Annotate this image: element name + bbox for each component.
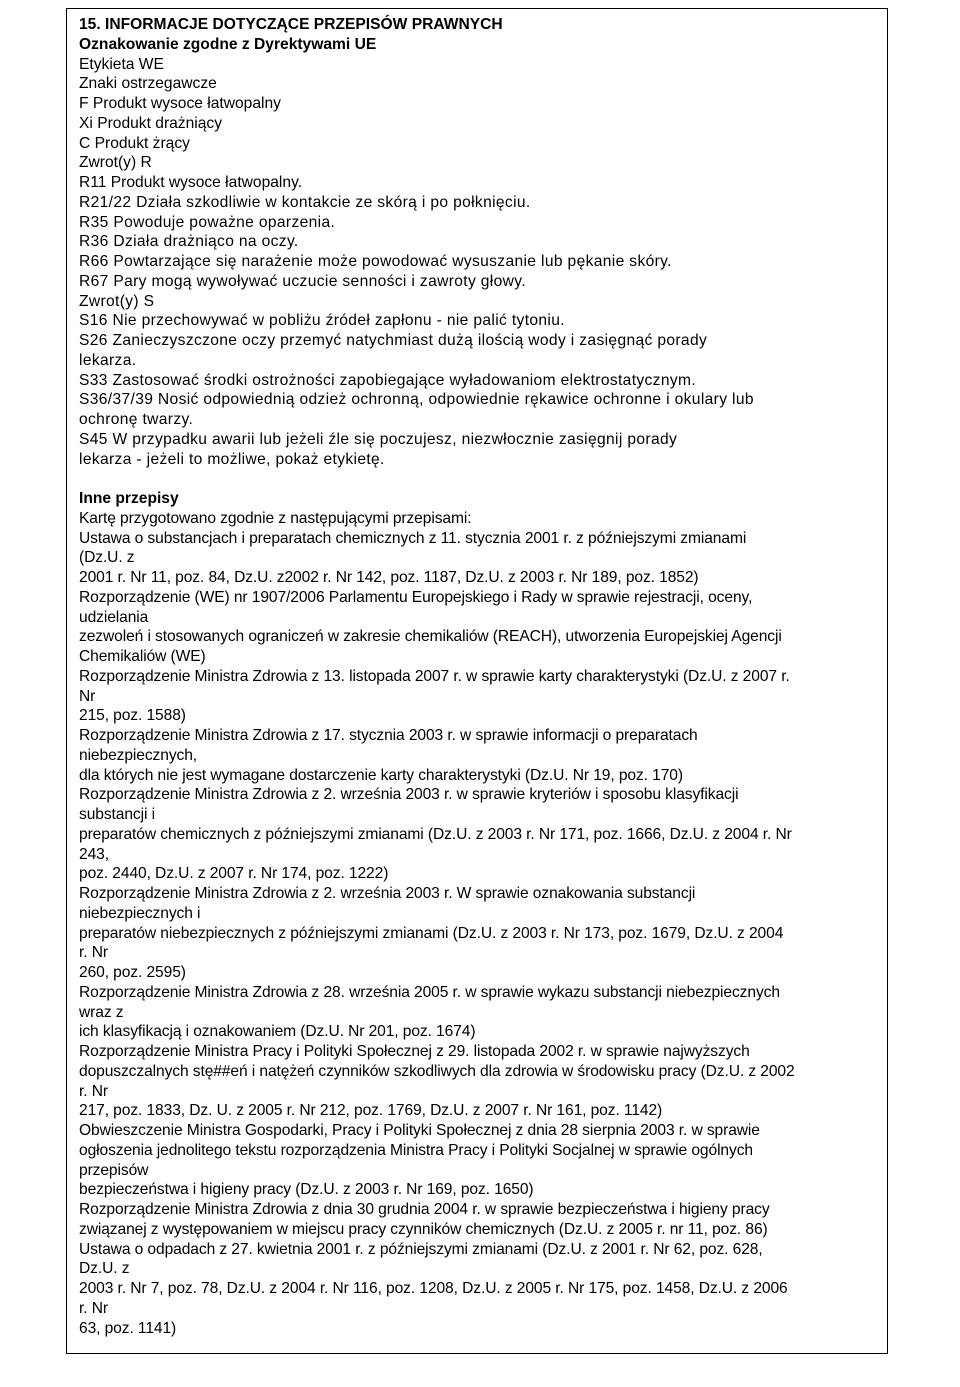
hazard-symbol-f: F Produkt wysoce łatwopalny [79,95,281,112]
label-title: Etykieta WE [79,55,164,73]
regulation-line: preparatów chemicznych z późniejszymi zmianami (Dz.U. z 2003 r. Nr 171, poz. 1666, Dz.U. z 2004 r. Nr [79,825,792,843]
regulation-line: preparatów niebezpiecznych z późniejszymi zmianami (Dz.U. z 2003 r. Nr 173, poz. 1679, Dz.U. z 2004 [79,924,784,942]
regulation-line: Kartę przygotowano zgodnie z następującymi przepisami: [79,509,472,527]
s-phrase: S16 Nie przechowywać w pobliżu źródeł zapłonu - nie palić tytoniu. [79,312,565,330]
regulation-line: niebezpiecznych, [79,746,198,764]
regulation-line: ich klasyfikacją i oznakowaniem (Dz.U. Nr 201, poz. 1674) [79,1023,476,1041]
regulation-line: Rozporządzenie Ministra Zdrowia z 2. września 2003 r. w sprawie kryteriów i sposobu klasyfikacji [79,786,739,804]
r-phrase: R67 Pary mogą wywoływać uczucie senności i zawroty głowy. [79,272,526,290]
section-heading: 15. INFORMACJE DOTYCZĄCE PRZEPISÓW PRAWNYCH [79,16,503,33]
s-phrase: lekarza - jeżeli to możliwe, pokaż etykietę. [79,450,385,468]
s-phrase: S26 Zanieczyszczone oczy przemyć natychmiast dużą ilością wody i zasięgnąć porady [79,332,708,349]
section-subheading: Oznakowanie zgodne z Dyrektywami UE [79,35,377,53]
spacer [79,469,887,489]
regulation-line: r. Nr [79,1082,108,1100]
regulation-line: 2001 r. Nr 11, poz. 84, Dz.U. z2002 r. Nr 142, poz. 1187, Dz.U. z 2003 r. Nr 189, poz. 1852) [79,569,699,586]
hazard-symbols-title: Znaki ostrzegawcze [79,75,217,93]
regulation-line: 217, poz. 1833, Dz. U. z 2005 r. Nr 212, poz. 1769, Dz.U. z 2007 r. Nr 161, poz. 1142) [79,1102,663,1120]
regulation-line: Rozporządzenie Ministra Zdrowia z 13. listopada 2007 r. w sprawie karty charakterystyki (Dz.U. z 2007 r. [79,667,790,685]
regulation-line: udzielania [79,608,149,626]
s-phrase: S45 W przypadku awarii lub jeżeli źle się poczujesz, niezwłocznie zasięgnij porady [79,430,678,448]
regulation-line: Chemikaliów (WE) [79,648,206,665]
regulation-line: związanej z występowaniem w miejscu pracy czynników chemicznych (Dz.U. z 2005 r. nr 11, poz. 86) [79,1220,768,1238]
regulation-line: 2003 r. Nr 7, poz. 78, Dz.U. z 2004 r. Nr 116, poz. 1208, Dz.U. z 2005 r. Nr 175, poz. 1458, Dz.U. z 2006 [79,1280,788,1297]
s-phrase: S36/37/39 Nosić odpowiednią odzież ochronną, odpowiednie rękawice ochronne i okulary lub [79,391,754,409]
regulation-line: 260, poz. 2595) [79,964,186,981]
regulation-line: 215, poz. 1588) [79,707,186,725]
regulation-line: ogłoszenia jednolitego tekstu rozporządzenia Ministra Pracy i Polityki Socjalnej w sprawie ogólnych [79,1141,753,1159]
regulation-line: Rozporządzenie (WE) nr 1907/2006 Parlamentu Europejskiego i Rady w sprawie rejestracji, oceny, [79,588,753,606]
regulation-line: Nr [79,687,96,705]
regulation-line: 63, poz. 1141) [79,1319,177,1337]
r-phrase: R35 Powoduje poważne oparzenia. [79,213,336,231]
r-phrase: R11 Produkt wysoce łatwopalny. [79,174,303,191]
regulation-line: poz. 2440, Dz.U. z 2007 r. Nr 174, poz. 1222) [79,865,389,883]
s-phrase: lekarza. [79,351,137,369]
regulation-line: Ustawa o odpadach z 27. kwietnia 2001 r. z późniejszymi zmianami (Dz.U. z 2001 r. Nr 62, poz. 628, [79,1240,763,1258]
regulation-line: Rozporządzenie Ministra Zdrowia z 2. września 2003 r. W sprawie oznakowania substancji [79,885,696,902]
regulation-line: Rozporządzenie Ministra Pracy i Polityki Społecznej z 29. listopada 2002 r. w sprawie najwyższych [79,1043,750,1060]
regulation-line: 243, [79,845,109,863]
regulation-line: niebezpiecznych i [79,904,201,922]
regulation-line: zezwoleń i stosowanych ograniczeń w zakresie chemikaliów (REACH), utworzenia Europejskiej Agencji [79,628,782,646]
hazard-symbol-c: C Produkt żrący [79,134,190,152]
regulation-line: Rozporządzenie Ministra Zdrowia z 28. września 2005 r. w sprawie wykazu substancji niebezpiecznych [79,983,780,1001]
regulation-line: (Dz.U. z [79,549,135,567]
regulation-line: r. Nr [79,944,108,962]
document-content [79,15,887,1338]
r-phrases-title: Zwrot(y) R [79,154,152,172]
hazard-symbol-xi: Xi Produkt drażniący [79,114,223,132]
s-phrase: S33 Zastosować środki ostrożności zapobiegające wyładowaniom elektrostatycznym. [79,371,697,389]
regulation-line: bezpieczeństwa i higieny pracy (Dz.U. z 2003 r. Nr 169, poz. 1650) [79,1181,534,1199]
regulation-line: Ustawa o substancjach i preparatach chemicznych z 11. stycznia 2001 r. z późniejszymi zmianami [79,529,747,547]
regulation-line: wraz z [79,1003,124,1021]
regulation-line: Obwieszczenie Ministra Gospodarki, Pracy i Polityki Społecznej z dnia 28 sierpnia 2003 r. w sprawie [79,1122,760,1139]
regulation-line: dla których nie jest wymagane dostarczenie karty charakterystyki (Dz.U. Nr 19, poz. 170) [79,766,683,784]
regulation-line: substancji i [79,806,155,823]
regulation-line: r. Nr [79,1299,108,1317]
regulation-line: Dz.U. z [79,1260,130,1278]
regulation-line: Rozporządzenie Ministra Zdrowia z dnia 30 grudnia 2004 r. w sprawie bezpieczeństwa i higieny pracy [79,1201,770,1218]
r-phrase: R36 Działa drażniąco na oczy. [79,233,299,251]
regulation-line: Rozporządzenie Ministra Zdrowia z 17. stycznia 2003 r. w sprawie informacji o preparatach [79,727,698,744]
other-regulations-title: Inne przepisy [79,490,179,507]
r-phrase: R21/22 Działa szkodliwie w kontakcie ze skórą i po połknięciu. [79,193,531,211]
regulation-line: przepisów [79,1161,149,1179]
s-phrases-title: Zwrot(y) S [79,292,155,310]
regulation-line: dopuszczalnych stę##eń i natężeń czynników szkodliwych dla zdrowia w środowisku pracy (Dz.U. z 2002 [79,1062,795,1080]
s-phrase: ochronę twarzy. [79,411,194,428]
r-phrase: R66 Powtarzające się narażenie może powodować wysuszanie lub pękanie skóry. [79,253,672,270]
